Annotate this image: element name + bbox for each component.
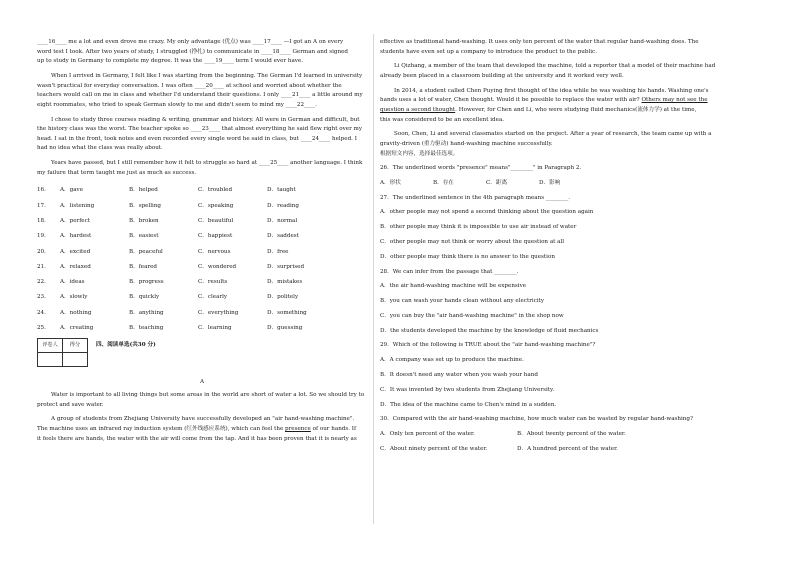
option-c[interactable]: C．距离 bbox=[486, 179, 508, 186]
score-box bbox=[37, 338, 88, 367]
question-stem: 26．The underlined words "presence" means"________" in Paragraph 2. bbox=[380, 165, 582, 172]
option-d[interactable]: D．normal bbox=[267, 217, 298, 224]
option-d[interactable]: D．surprised bbox=[267, 263, 305, 270]
question-number: 23． bbox=[37, 294, 50, 301]
text-line: gravity-driven (重力驱动) hand-washing machine successfully. bbox=[380, 140, 553, 147]
cloze-options bbox=[37, 183, 367, 336]
option-d[interactable]: D．guessing bbox=[267, 324, 303, 331]
option-b[interactable]: B．progress bbox=[129, 279, 164, 286]
option-row-25 bbox=[37, 321, 367, 336]
underlined-sentence: question a second thought bbox=[380, 106, 456, 113]
question-number: 21． bbox=[37, 263, 50, 270]
text-line: had no idea what the class was really about. bbox=[37, 145, 163, 152]
option-a[interactable]: A．A company was set up to produce the machine. bbox=[380, 357, 524, 364]
option-c[interactable]: C．speaking bbox=[198, 202, 234, 209]
option-row-24 bbox=[37, 306, 367, 321]
option-c[interactable]: C．learning bbox=[198, 324, 232, 331]
option-c[interactable]: C．nervous bbox=[198, 248, 231, 255]
question-28 bbox=[380, 268, 752, 337]
question-number: 22． bbox=[37, 279, 50, 286]
option-b[interactable]: B．helped bbox=[129, 187, 158, 194]
option-b[interactable]: B．spelling bbox=[129, 202, 162, 209]
options-row bbox=[380, 179, 752, 189]
question-number: 18． bbox=[37, 217, 50, 224]
option-b[interactable]: B．other people may think it is impossible to use air instead of water bbox=[380, 224, 577, 231]
option-d[interactable]: D．free bbox=[267, 248, 289, 255]
instruction: 根据短文内容，选择最佳选项。 bbox=[380, 150, 459, 157]
option-b[interactable]: B．It doesn't need any water when you wash your hand bbox=[380, 372, 538, 379]
option-a[interactable]: A．ideas bbox=[60, 279, 85, 286]
text-line: When I arrived in Germany, I felt like I was starting from the beginning. The German I'd learned in university bbox=[51, 72, 363, 79]
option-c[interactable]: C．you can buy the "air hand-washing machine" in the shop now bbox=[380, 312, 564, 319]
underlined-word-presence: presence bbox=[285, 426, 311, 432]
question-26 bbox=[380, 164, 752, 188]
option-d[interactable]: D．mistakes bbox=[267, 279, 303, 286]
text-line: protect and save water. bbox=[37, 401, 104, 408]
option-row-21 bbox=[37, 260, 367, 275]
option-d[interactable]: D．other people may think there is no answer to the question bbox=[380, 253, 555, 260]
text-line: it feels there are hands, the water with the air will come from the tap. And it has been proven that it is nearly as bbox=[37, 435, 357, 442]
passage-paragraph-1 bbox=[37, 391, 367, 410]
option-b[interactable]: B．quickly bbox=[129, 294, 160, 301]
option-a[interactable]: A．hardest bbox=[60, 233, 92, 240]
option-row-17 bbox=[37, 199, 367, 214]
text-line: I chose to study three courses reading & writing, grammar and history. All were in German and difficult, but bbox=[51, 116, 360, 123]
text-line: Years have passed, but I still remember how it felt to struggle so hard at ____25____ another language. I think bbox=[51, 160, 363, 167]
option-a[interactable]: A．gave bbox=[60, 187, 84, 194]
option-row-16 bbox=[37, 183, 367, 198]
option-a[interactable]: A．perfect bbox=[60, 217, 90, 224]
option-c[interactable]: C．wondered bbox=[198, 263, 237, 270]
passage-paragraph-5 bbox=[380, 130, 752, 149]
cloze-paragraph-2 bbox=[37, 72, 367, 110]
option-d[interactable]: D．something bbox=[267, 309, 307, 316]
cloze-paragraph-3 bbox=[37, 116, 367, 154]
option-c[interactable]: C．other people may not think or worry about the question at all bbox=[380, 239, 565, 245]
question-number: 19． bbox=[37, 233, 50, 240]
question-number: 16． bbox=[37, 187, 50, 194]
text-line: this was considered to be an excellent idea. bbox=[380, 116, 505, 123]
text-segment: hands uses a lot of water, Chen thought. Would it be possible to replace the water with air? bbox=[380, 97, 642, 104]
option-d[interactable]: D．The idea of the machine came to Chen's mind in a sudden. bbox=[380, 401, 557, 408]
option-b[interactable]: B．broken bbox=[129, 217, 159, 224]
option-b[interactable]: B．you can wash your hands clean without any electricity bbox=[380, 298, 545, 305]
passage-paragraph-4 bbox=[380, 87, 752, 125]
option-d[interactable]: D．影响 bbox=[539, 179, 561, 186]
text-line: Soon, Chen, Li and several classmates started on the project. After a year of research, the team came up with a bbox=[394, 131, 712, 138]
option-row-22 bbox=[37, 275, 367, 290]
option-c[interactable]: C．About ninety percent of the water. bbox=[380, 445, 488, 452]
option-a[interactable]: A．slowly bbox=[60, 294, 88, 301]
passage-paragraph-3 bbox=[380, 62, 752, 81]
passage-continued bbox=[380, 38, 752, 57]
question-number: 17． bbox=[37, 202, 50, 209]
text-line: word test I took. After two years of study, I struggled (挣扎) to communicate in ____18____ German and signed bbox=[37, 48, 348, 55]
question-stem: 29．Which of the following is TRUE about the "air hand-washing machine"? bbox=[380, 342, 596, 349]
option-d[interactable]: D．politely bbox=[267, 294, 299, 301]
text-segment: The machine uses an infrared ray induction system (红外线感应系统), which can feel the bbox=[37, 426, 286, 432]
option-b[interactable]: B．About twenty percent of the water. bbox=[517, 431, 626, 438]
option-a[interactable]: A．nothing bbox=[60, 309, 92, 316]
option-d[interactable]: D．the students developed the machine by the knowledge of fluid mechanics bbox=[380, 327, 599, 334]
score-label: 得分 bbox=[63, 339, 88, 353]
grader-label: 评卷人 bbox=[38, 339, 63, 353]
option-d[interactable]: D．A hundred percent of the water. bbox=[517, 445, 618, 452]
option-b[interactable]: B．anything bbox=[129, 309, 164, 316]
text-segment: of our hands. If bbox=[310, 426, 357, 432]
option-d[interactable]: D．reading bbox=[267, 202, 299, 209]
option-a[interactable]: A．形状 bbox=[380, 179, 401, 186]
text-line: Li Qizhang, a member of the team that developed the machine, told a reporter that a model of their machine had bbox=[394, 63, 716, 70]
question-29 bbox=[380, 341, 752, 410]
grader-cell[interactable] bbox=[38, 353, 63, 367]
option-d[interactable]: D．taught bbox=[267, 187, 296, 194]
text-line: students have even set up a company to introduce the product to the public. bbox=[380, 48, 597, 55]
question-stem: 28．We can infer from the passage that ________. bbox=[380, 268, 519, 275]
cloze-paragraph-4 bbox=[37, 159, 367, 178]
question-30 bbox=[380, 415, 752, 454]
question-stem: 30．Compared with the air hand-washing machine, how much water can be wasted by regular hand-washing? bbox=[380, 416, 693, 423]
right-column bbox=[380, 38, 752, 455]
option-a[interactable]: A．excited bbox=[60, 248, 91, 255]
option-b[interactable]: B．teaching bbox=[129, 324, 164, 331]
text-line: effective as traditional hand-washing. It uses only ten percent of the water that regular hand-washing does. The bbox=[380, 39, 699, 45]
question-stem: 27．The underlined sentence in the 4th paragraph means ________. bbox=[380, 194, 571, 201]
text-line bbox=[380, 96, 752, 106]
text-line: A group of students from Zhejiang University have successfully developed an "air hand-washing machine". bbox=[51, 416, 355, 423]
option-a[interactable]: A．the air hand-washing machine will be expensive bbox=[380, 283, 527, 290]
question-number: 25． bbox=[37, 324, 50, 331]
option-b[interactable]: B．easiest bbox=[129, 233, 159, 240]
column-divider bbox=[373, 34, 374, 524]
option-d[interactable]: D．saddest bbox=[267, 233, 299, 240]
text-line: my failure that term taught me just as much as success. bbox=[37, 169, 197, 176]
left-column bbox=[37, 38, 367, 444]
option-c[interactable]: C．beautiful bbox=[198, 217, 234, 224]
option-a[interactable]: A．Only ten percent of the water. bbox=[380, 431, 475, 438]
option-row-20 bbox=[37, 245, 367, 260]
question-27 bbox=[380, 194, 752, 263]
text-line: eight roommates, who tried to speak German slowly to me and didn't seem to mind my ____22____. bbox=[37, 101, 317, 108]
option-c[interactable]: C．clearly bbox=[198, 294, 228, 301]
option-a[interactable]: A．relaxed bbox=[60, 263, 91, 270]
text-line bbox=[380, 106, 752, 116]
text-segment: . However, for Chen and Li, who were studying fluid mechanics(流体力学) at the time, bbox=[455, 106, 697, 113]
text-line: the history class was the worst. The teacher spoke so ____23____ that almost everything he said flew right over my bbox=[37, 126, 363, 133]
text-line: up to study in Germany to complete my degree. It was the ____19____ term I would ever have. bbox=[37, 58, 304, 65]
passage-paragraph-2 bbox=[37, 415, 367, 444]
option-c[interactable]: C．troubled bbox=[198, 187, 233, 194]
option-c[interactable]: C．It was invented by two students from Zhejiang University. bbox=[380, 386, 555, 393]
option-row-19 bbox=[37, 229, 367, 244]
option-b[interactable]: B．peaceful bbox=[129, 248, 163, 255]
option-row-18 bbox=[37, 214, 367, 229]
option-row-23 bbox=[37, 291, 367, 306]
option-a[interactable]: A．creating bbox=[60, 324, 94, 331]
option-b[interactable]: B．feared bbox=[129, 263, 157, 270]
options-row bbox=[380, 430, 752, 440]
option-c[interactable]: C．happiest bbox=[198, 233, 233, 240]
text-line: teachers would call on me in class and whether I'd understand their questions. I only ____21____ a little around my bbox=[37, 92, 363, 99]
option-c[interactable]: C．everything bbox=[198, 309, 239, 316]
question-number: 24． bbox=[37, 309, 50, 316]
text-line: ____16____ me a lot and even drove me crazy. My only advantage (优点) was ____17____ —I got an A on every bbox=[37, 39, 344, 45]
text-line: head. I sat in the front, took notes and even recorded every single word he said in class, but ____24____ helped. I bbox=[37, 135, 357, 142]
option-a[interactable]: A．other people may not spend a second thinking about the question again bbox=[380, 209, 594, 216]
score-cell[interactable] bbox=[63, 353, 88, 367]
option-c[interactable]: C．results bbox=[198, 279, 228, 286]
text-line: Water is important to all living things but some areas in the world are short of water a lot. So we should try to bbox=[51, 392, 365, 399]
text-line: In 2014, a student called Chen Puying first thought of the idea while he was washing his hands. Washing one's bbox=[394, 87, 709, 94]
text-line bbox=[37, 425, 367, 435]
passage-letter: A bbox=[199, 379, 205, 386]
question-number: 20． bbox=[37, 248, 50, 255]
text-line: already been placed in a classroom building at the university and it worked very well. bbox=[380, 72, 624, 79]
option-b[interactable]: B．存在 bbox=[433, 179, 454, 186]
option-a[interactable]: A．listening bbox=[60, 202, 95, 209]
cloze-paragraph-1 bbox=[37, 38, 367, 67]
section-title: 四、阅读单选(共30 分) bbox=[96, 342, 156, 349]
score-section bbox=[37, 338, 367, 372]
text-line: wasn't practical for everyday conversation. I was often ____20____ at school and worried about whether the bbox=[37, 82, 342, 89]
underlined-sentence: Others may not see the bbox=[641, 97, 708, 104]
options-row bbox=[380, 445, 752, 455]
